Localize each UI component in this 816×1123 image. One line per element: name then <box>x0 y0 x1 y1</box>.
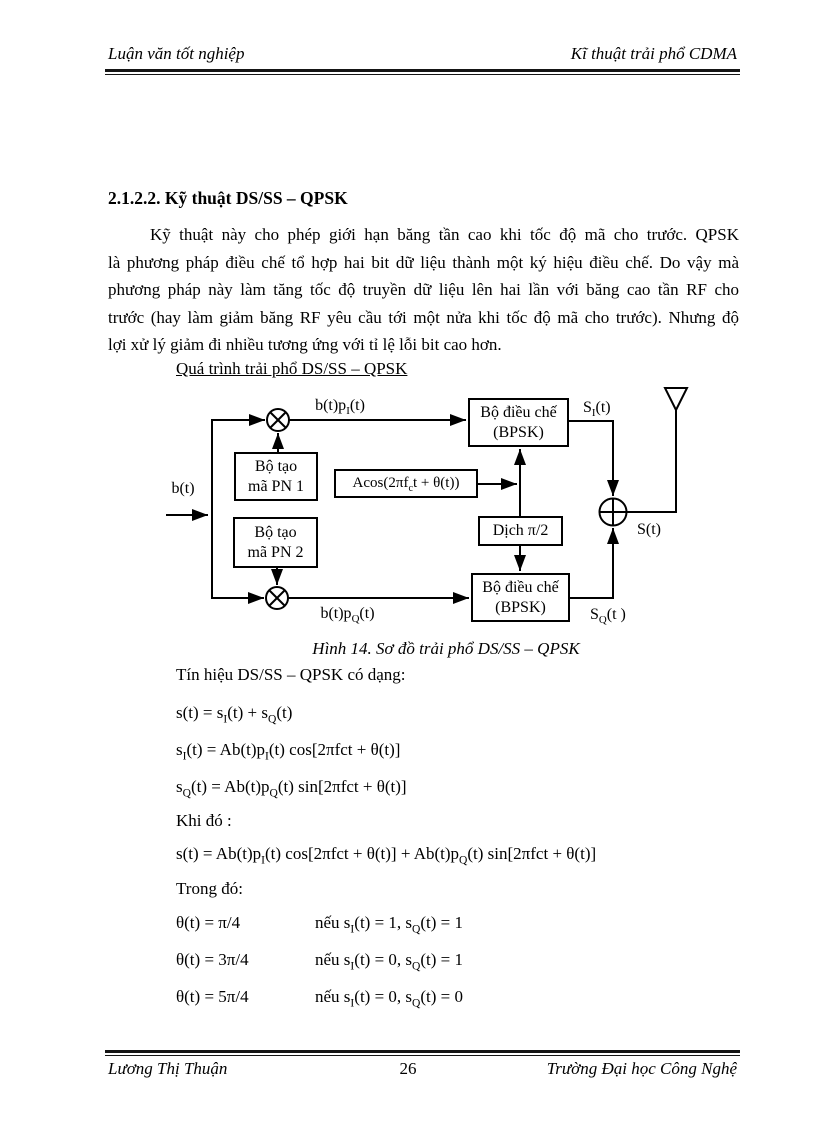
header-left-title: Luận văn tốt nghiệp <box>108 44 245 63</box>
sq-signal-label: $S_Q(t$ ) <box>590 606 626 627</box>
equation-2: $s_I(t) = Ab(t)p_I(t) \cos[2\pi fct + \theta(t)]$ <box>176 740 401 763</box>
box-text: Dịch π/2 <box>492 522 549 539</box>
theta-value: θ(t) = 5π/4 <box>176 987 249 1006</box>
theta-value: θ(t) = 3π/4 <box>176 950 249 969</box>
phase-shift-box <box>478 516 563 546</box>
box-text: Bộ tạo <box>254 523 297 541</box>
trong-do-text: Trong đó: <box>176 879 243 898</box>
khi-do-text: Khi đó : <box>176 811 232 830</box>
si-to-adder-line <box>569 421 613 496</box>
carrier-oscillator-box <box>334 469 478 498</box>
header-rule <box>105 69 740 75</box>
theta-value: θ(t) = π/4 <box>176 913 241 932</box>
i-product-label: $b(t)p_I(t)$ <box>315 397 365 418</box>
box-text: Bộ điều chế <box>482 578 559 596</box>
box-text: Bộ tạo <box>254 457 298 475</box>
body-paragraph <box>108 221 739 359</box>
condition-text: nếu $s_I(t) = 0$, $s_Q(t) = 1$ <box>315 950 464 973</box>
bpsk-modulator-top-box <box>468 398 569 447</box>
antenna-icon <box>665 388 687 410</box>
block-diagram <box>0 385 816 640</box>
equation-4: $s(t) = Ab(t)p_I(t) \cos[2\pi fct + \theta(t)] + Ab(t)p_Q(t) \sin[2\pi fct + \theta(t)]$ <box>176 844 597 867</box>
equation-1: $s(t) = s_I(t) + s_Q(t)$ <box>176 703 293 726</box>
box-text: (BPSK) <box>493 423 544 441</box>
box-text: $Acos(2\pi f_ct + \theta(t))$ <box>352 475 460 495</box>
theta-condition-row <box>176 913 464 936</box>
box-text: (BPSK) <box>495 598 546 616</box>
footer-author: Lương Thị Thuận <box>108 1059 228 1078</box>
sq-to-adder-line <box>570 528 613 598</box>
page-number: 26 <box>399 1059 417 1078</box>
paragraph-line: lợi xử lý giảm đi nhiều tương ứng với tỉ lệ lỗi bit cao hơn. <box>108 335 502 354</box>
figure-caption: Hình 14. Sơ đồ trải phổ DS/SS – QPSK <box>312 639 580 658</box>
theta-condition-row <box>176 987 464 1010</box>
signal-intro-text: Tín hiệu DS/SS – QPSK có dạng: <box>176 665 406 684</box>
box-text: mã PN 2 <box>247 543 304 561</box>
paragraph-line: phương pháp này làm tăng tốc độ truyền dữ liệu lên hai lần với băng cao tần RF cho <box>108 280 739 299</box>
section-heading: 2.1.2.2. Kỹ thuật DS/SS – QPSK <box>108 188 348 208</box>
output-signal-label: S(t) <box>637 521 661 538</box>
box-text: mã PN 1 <box>248 477 304 495</box>
pn-generator-2-box <box>233 517 318 568</box>
paragraph-line: Kỹ thuật này cho phép giới hạn băng tần cao khi tốc độ mã cho trước. QPSK <box>150 225 739 244</box>
theta-condition-row <box>176 950 464 973</box>
equation-3: $s_Q(t) = Ab(t)p_Q(t) \sin[2\pi fct + \theta(t)]$ <box>176 777 407 800</box>
diagram-lines <box>0 385 816 640</box>
process-label: Quá trình trải phổ DS/SS – QPSK <box>176 359 408 378</box>
paragraph-line: là phương pháp điều chế tổ hợp hai bit dữ liệu thành một ký hiệu điều chế. Do vậy mà <box>108 252 739 272</box>
footer-rule <box>105 1050 740 1056</box>
bpsk-modulator-bottom-box <box>471 573 570 622</box>
box-text: Bộ điều chế <box>480 403 557 421</box>
paragraph-line: trước (hay làm giảm băng RF yêu cầu tới một nửa khi tốc độ mã cho trước). Nhưng độ <box>108 307 739 327</box>
condition-text: nếu $s_I(t) = 1$, $s_Q(t) = 1$ <box>315 913 464 936</box>
header-right-title: Kĩ thuật trải phổ CDMA <box>570 44 737 63</box>
si-signal-label: $S_I(t)$ <box>583 399 611 420</box>
q-product-label: $b(t)p_Q(t)$ <box>320 605 375 626</box>
pn-generator-1-box <box>234 452 318 501</box>
condition-text: nếu $s_I(t) = 0$, $s_Q(t) = 0$ <box>315 987 464 1010</box>
output-line <box>627 410 677 512</box>
input-signal-label: b(t) <box>171 480 195 497</box>
footer-institution: Trường Đại học Công Nghệ <box>546 1059 737 1078</box>
